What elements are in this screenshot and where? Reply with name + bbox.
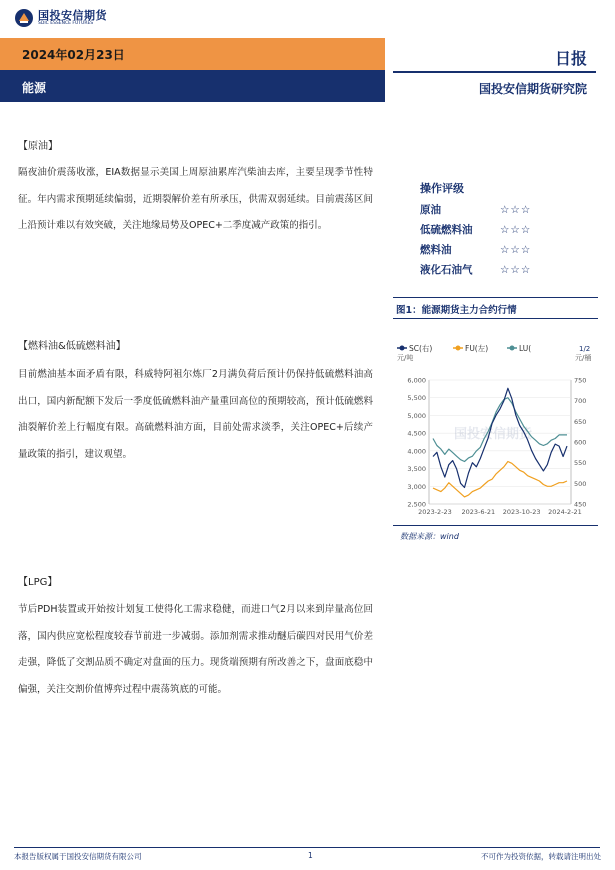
rating-stars: ☆☆☆ bbox=[500, 264, 532, 276]
rating-row bbox=[420, 240, 580, 260]
rating-panel bbox=[420, 178, 580, 280]
footer-rule bbox=[14, 847, 600, 848]
left-tick-label: 6,000 bbox=[407, 376, 426, 385]
section-text-crude: 隔夜油价震荡收涨，EIA数据显示美国上周原油累库汽柴油去库，主要呈现季节性特征。年内需求预期延续偏弱，近期裂解价差有所承压，供需双弱延续。目前震荡区间上沿预计难以有效突破，关注地缘局势及OPEC+二季度减产政策的指引。 bbox=[18, 167, 373, 231]
footer-copyright: 本报告版权属于国投安信期货有限公司 bbox=[14, 852, 142, 861]
right-tick-label: 500 bbox=[574, 479, 587, 488]
header-divider bbox=[393, 71, 596, 73]
figure-title-rule bbox=[393, 318, 598, 319]
right-tick-label: 700 bbox=[574, 397, 587, 406]
rating-row bbox=[420, 260, 580, 280]
section-text-lpg: 节后PDH装置或开始按计划复工使得化工需求稳健，而进口气2月以来到岸量高位回落，国内供应宽松程度较春节前进一步减弱。添加剂需求推动醚后碳四对民用气价差走强，降低了交割品质不确定对盘面的压力。现货端预期有所改善之下，盘面底稳中偏强，关注交割价值博弈过程中震荡筑底的可能。 bbox=[18, 604, 373, 695]
footer-disclaimer: 不可作为投资依据，转载请注明出处 bbox=[481, 852, 601, 861]
left-tick-label: 5,500 bbox=[407, 394, 426, 403]
right-tick-label: 600 bbox=[574, 438, 587, 447]
rating-row bbox=[420, 200, 580, 220]
x-tick-label: 2024-2-21 bbox=[548, 508, 582, 516]
energy-futures-chart bbox=[393, 338, 603, 522]
right-tick-label: 550 bbox=[574, 459, 587, 468]
rating-label: 燃料油 bbox=[420, 244, 452, 256]
x-tick-label: 2023-6-21 bbox=[461, 508, 496, 516]
figure-title: 图1：能源期货主力合约行情 bbox=[396, 305, 517, 316]
right-tick-label: 750 bbox=[574, 376, 587, 385]
legend-lu-marker bbox=[510, 346, 515, 351]
section-title-crude: 【原油】 bbox=[18, 141, 58, 152]
section-title-lpg: 【LPG】 bbox=[18, 577, 58, 588]
rating-label: 原油 bbox=[420, 204, 441, 216]
header-sector-bar bbox=[0, 70, 385, 102]
figure-top-rule bbox=[393, 297, 598, 298]
legend-sc-marker bbox=[400, 346, 405, 351]
rating-stars: ☆☆☆ bbox=[500, 204, 532, 216]
logo-emblem-icon bbox=[14, 8, 34, 28]
rating-label: 低硫燃料油 bbox=[420, 224, 473, 236]
footer-page-number: 1 bbox=[308, 851, 313, 860]
legend-page-indicator[interactable]: 1/2 bbox=[579, 345, 591, 353]
left-axis-unit: 元/吨 bbox=[397, 354, 414, 362]
logo-name-cn: 国投安信期货 bbox=[38, 8, 107, 22]
rating-label: 液化石油气 bbox=[420, 264, 473, 276]
rating-title: 操作评级 bbox=[420, 182, 464, 195]
left-tick-label: 4,000 bbox=[407, 447, 426, 456]
left-tick-label: 4,500 bbox=[407, 429, 426, 438]
report-type: 日报 bbox=[554, 49, 587, 68]
right-axis-unit: 元/桶 bbox=[575, 354, 592, 362]
institute-name: 国投安信期货研究院 bbox=[478, 82, 587, 96]
x-tick-label: 2023-2-23 bbox=[418, 508, 452, 516]
left-tick-label: 5,000 bbox=[407, 411, 426, 420]
left-tick-label: 3,000 bbox=[407, 482, 426, 491]
logo-name-en: SDIC ESSENCE FUTURES bbox=[38, 20, 94, 26]
right-tick-label: 650 bbox=[574, 417, 587, 426]
report-date: 2024年02月23日 bbox=[22, 48, 125, 62]
legend-fu-marker bbox=[456, 346, 461, 351]
chart-watermark: 国投安信期货 bbox=[453, 427, 533, 442]
report-sector: 能源 bbox=[22, 81, 47, 95]
left-tick-label: 2,500 bbox=[407, 500, 426, 509]
rating-row bbox=[420, 220, 580, 240]
legend-lu-label: LU( bbox=[519, 344, 532, 353]
rating-stars: ☆☆☆ bbox=[500, 244, 532, 256]
right-tick-label: 450 bbox=[574, 500, 587, 509]
x-tick-label: 2023-10-23 bbox=[502, 508, 541, 516]
legend-fu-label: FU(左) bbox=[465, 344, 489, 353]
figure-bottom-rule bbox=[393, 525, 598, 526]
left-tick-label: 3,500 bbox=[407, 465, 426, 474]
legend-sc-label: SC(右) bbox=[409, 344, 433, 353]
section-title-fuel-oil: 【燃料油&低硫燃料油】 bbox=[18, 341, 126, 352]
series-line-fu bbox=[433, 462, 567, 497]
section-text-fuel-oil: 目前燃油基本面矛盾有限，科威特阿祖尔炼厂2月满负荷后预计仍保持低硫燃料油高出口，国内新配额下发后一季度低硫燃料油产量重回高位的预期较高，预计低硫燃料油裂解价差上行幅度有限。高硫燃料油方面，目前处需求淡季，关注OPEC+后续产量政策的指引，建议观望。 bbox=[18, 369, 373, 460]
company-logo bbox=[14, 8, 107, 28]
figure-source: 数据来源：wind bbox=[400, 532, 459, 541]
chart-legend bbox=[397, 343, 590, 353]
rating-stars: ☆☆☆ bbox=[500, 224, 532, 236]
